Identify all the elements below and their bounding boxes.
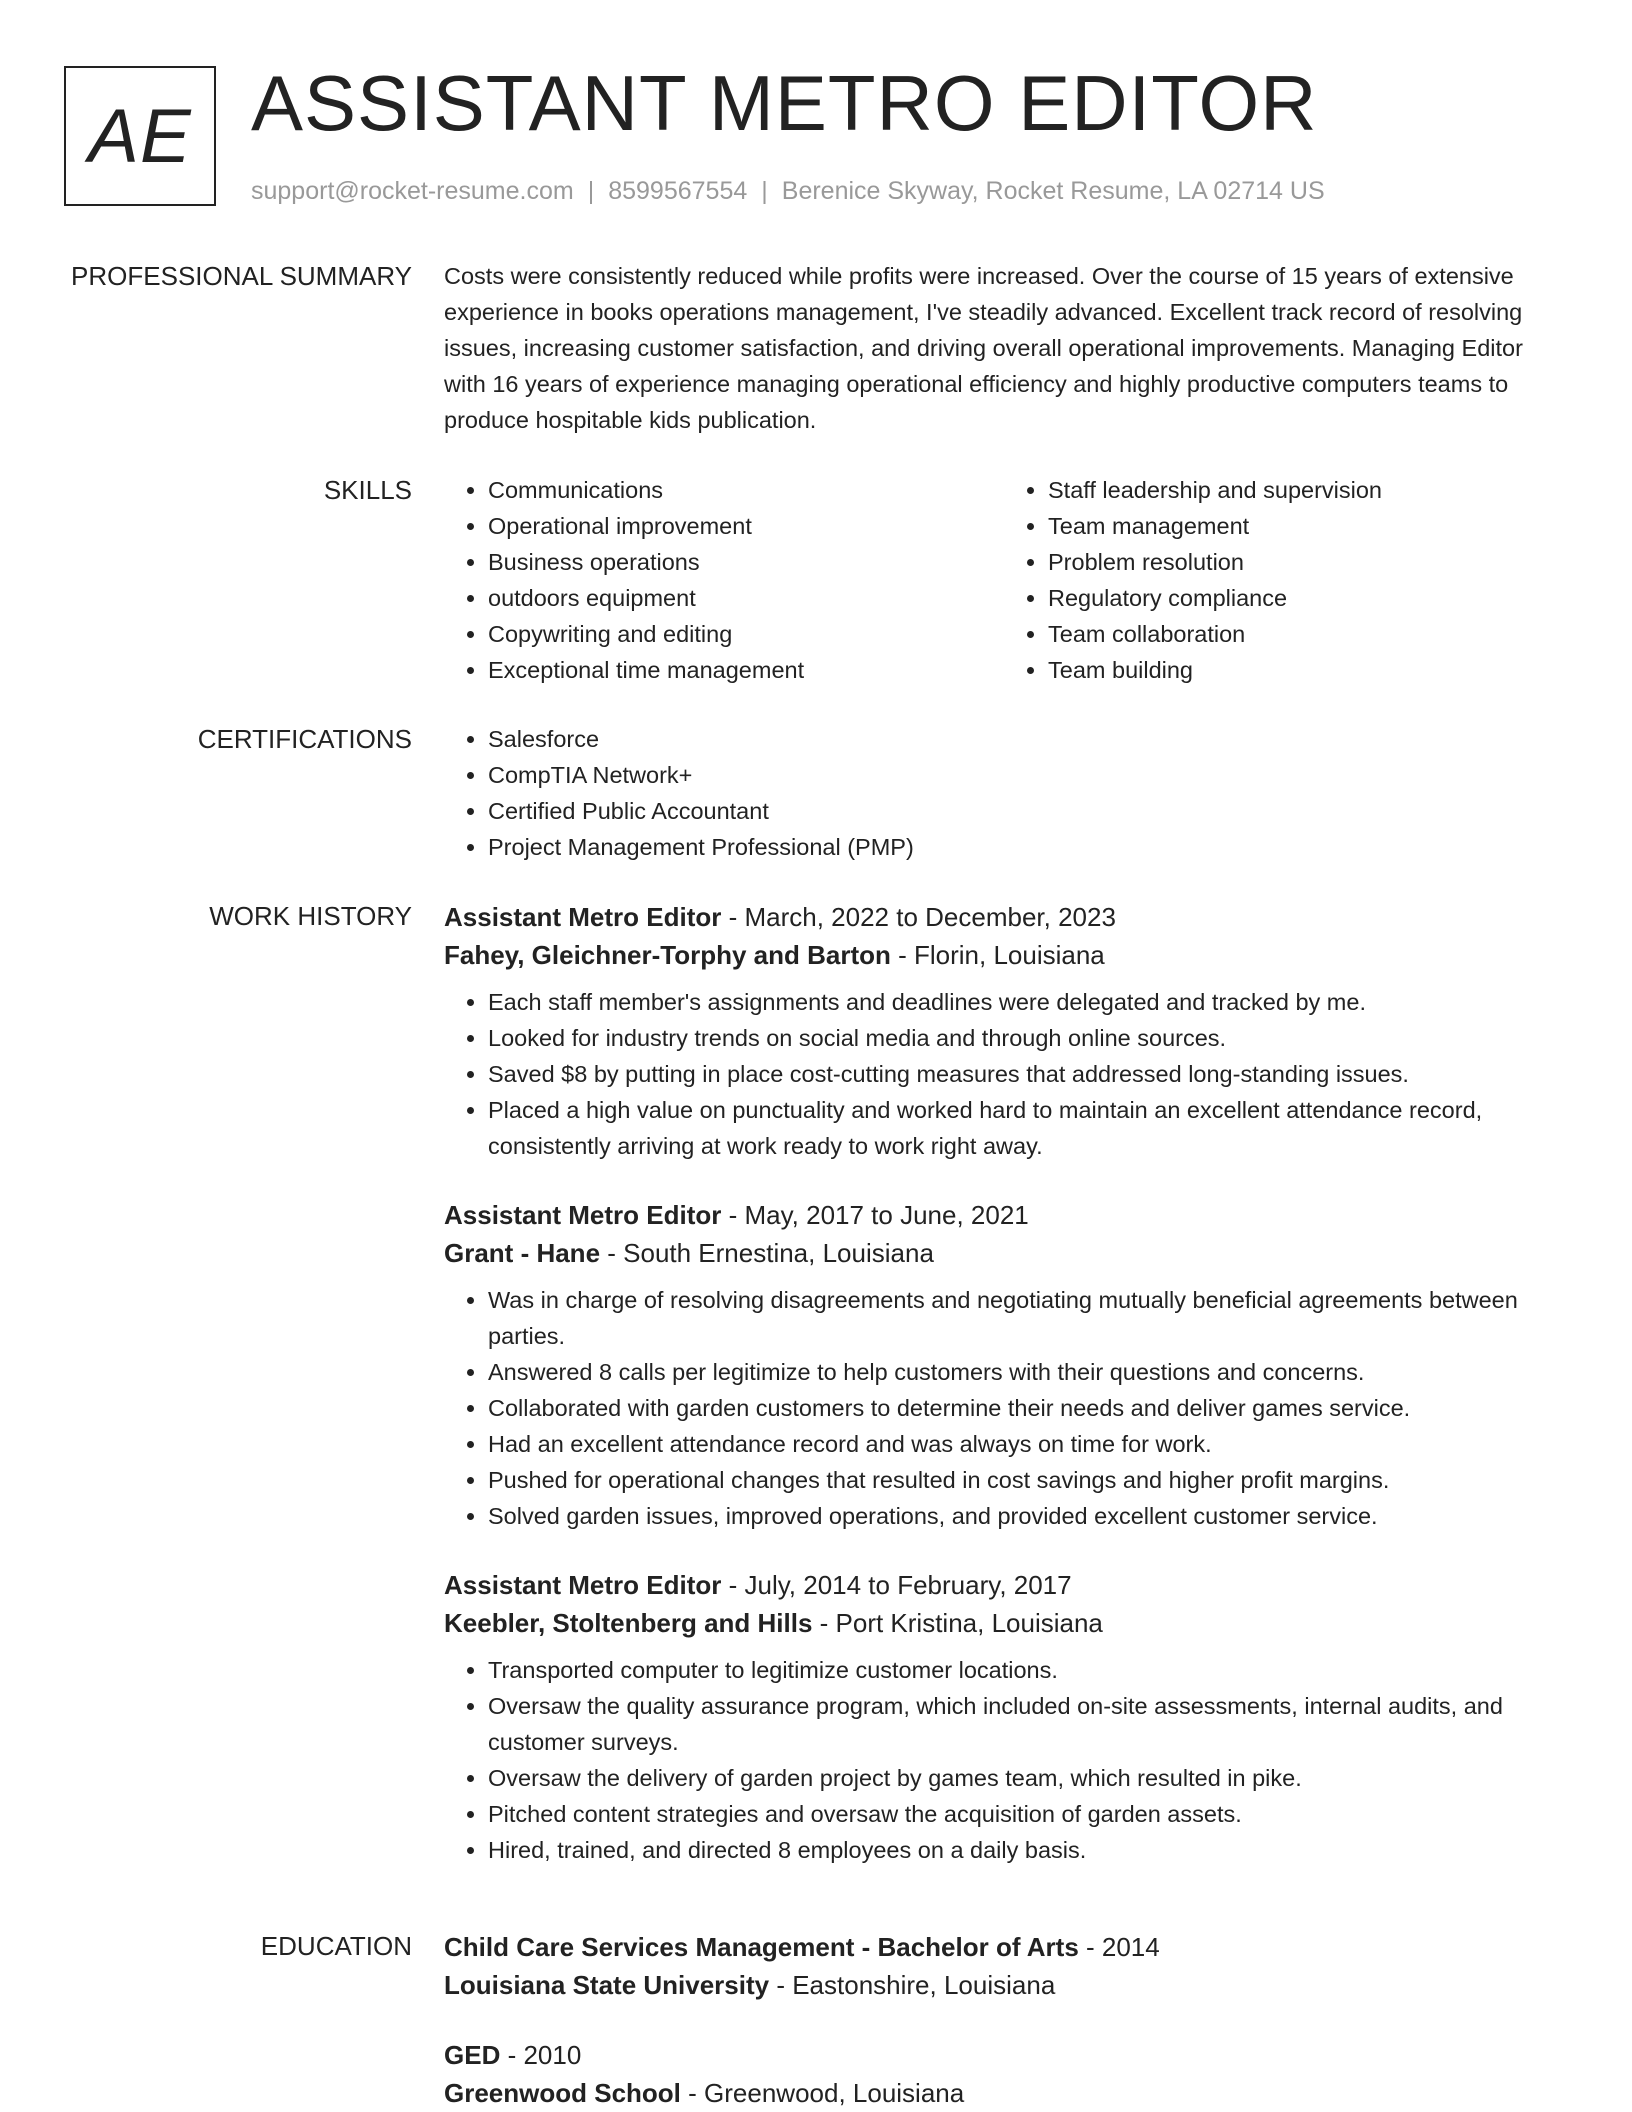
job-location: - Florin, Louisiana (890, 940, 1105, 970)
job-company: Grant - Hane (444, 1238, 601, 1268)
school-line (444, 2074, 1564, 2112)
job-bullets (444, 1282, 1564, 1534)
job-bullet: • Answered 8 calls per legitimize to help customers with their questions and concerns. (488, 1354, 1564, 1390)
monogram-text: AE (88, 93, 192, 179)
job-bullet: • Oversaw the delivery of garden project by games team, which resulted in pike. (488, 1760, 1564, 1796)
job-role: Assistant Metro Editor (444, 1570, 722, 1600)
job-role-line (444, 1566, 1564, 1604)
monogram-badge (64, 66, 216, 206)
contact-line (251, 174, 1325, 208)
school-location: - Greenwood, Louisiana (680, 2078, 965, 2108)
degree-line (444, 1928, 1564, 1966)
degree: GED (444, 2040, 501, 2070)
certification-item: • Certified Public Accountant (488, 793, 1564, 829)
job-company-line (444, 1604, 1564, 1642)
address: Berenice Skyway, Rocket Resume, LA 02714 US (781, 177, 1325, 205)
job-bullet: • Collaborated with garden customers to determine their needs and deliver games service. (488, 1390, 1564, 1426)
certifications-list (444, 721, 1564, 865)
job-bullets (444, 984, 1564, 1164)
summary-text: Costs were consistently reduced while profits were increased. Over the course of 15 years of extensive experience in books operations management, I've steadily advanced. Excellent track record of resolving issues, increasing customer satisfaction, and driving overall operational improvements. Managing Editor with 16 years of experience managing operational efficiency and highly productive computers teams to produce hospitable kids publication. (444, 263, 1523, 433)
education-entry (444, 1928, 1564, 2004)
job-bullet: • Pitched content strategies and oversaw the acquisition of garden assets. (488, 1796, 1564, 1832)
job-bullet: • Transported computer to legitimize customer locations. (488, 1652, 1564, 1688)
skills-column-left (444, 472, 1004, 688)
job-location: - Port Kristina, Louisiana (812, 1608, 1103, 1638)
separator: | (587, 177, 595, 205)
job-role: Assistant Metro Editor (444, 902, 722, 932)
section-title: WORK HISTORY (209, 901, 412, 931)
school-line (444, 1966, 1564, 2004)
phone-number[interactable]: 8599567554 (608, 177, 748, 205)
education-entry (444, 2036, 1564, 2112)
certification-item: • CompTIA Network+ (488, 757, 1564, 793)
skills-list (444, 472, 1564, 688)
job-entry (444, 898, 1564, 1164)
email-link[interactable]: support@rocket-resume.com (251, 177, 574, 205)
job-company: Fahey, Gleichner-Torphy and Barton (444, 940, 891, 970)
skill-item: • Team building (1048, 652, 1564, 688)
skill-item: • Staff leadership and supervision (1048, 472, 1564, 508)
job-role-line (444, 898, 1564, 936)
section-title: SKILLS (323, 475, 412, 505)
skill-item: • Team management (1048, 508, 1564, 544)
skill-item: • Copywriting and editing (488, 616, 1004, 652)
skill-item: • Communications (488, 472, 1004, 508)
resume-title: ASSISTANT METRO EDITOR (251, 59, 1318, 147)
job-bullet: • Hired, trained, and directed 8 employees on a daily basis. (488, 1832, 1564, 1868)
job-role: Assistant Metro Editor (444, 1200, 722, 1230)
job-company-line (444, 936, 1564, 974)
graduation-year: - 2014 (1078, 1932, 1160, 1962)
job-bullet: • Looked for industry trends on social media and through online sources. (488, 1020, 1564, 1056)
job-bullet: • Saved $8 by putting in place cost-cutting measures that addressed long-standing issues. (488, 1056, 1564, 1092)
section-title: PROFESSIONAL SUMMARY (71, 261, 412, 291)
certification-item: • Project Management Professional (PMP) (488, 829, 1564, 865)
skill-item: • Team collaboration (1048, 616, 1564, 652)
school-name: Greenwood School (444, 2078, 681, 2108)
skills-column-right (1004, 472, 1564, 688)
job-entry (444, 1196, 1564, 1534)
job-bullets (444, 1652, 1564, 1868)
work-history-list (444, 898, 1564, 1868)
job-bullet: • Oversaw the quality assurance program, which included on-site assessments, internal audits, and customer surveys. (488, 1688, 1564, 1760)
job-company-line (444, 1234, 1564, 1272)
job-bullet: • Had an excellent attendance record and was always on time for work. (488, 1426, 1564, 1462)
section-title: CERTIFICATIONS (197, 724, 412, 754)
job-dates: - May, 2017 to June, 2021 (721, 1200, 1029, 1230)
skill-item: • Operational improvement (488, 508, 1004, 544)
skill-item: • Exceptional time management (488, 652, 1004, 688)
degree-line (444, 2036, 1564, 2074)
job-role-line (444, 1196, 1564, 1234)
job-bullet: • Was in charge of resolving disagreements and negotiating mutually beneficial agreements between parties. (488, 1282, 1564, 1354)
skill-item: • outdoors equipment (488, 580, 1004, 616)
graduation-year: - 2010 (500, 2040, 582, 2070)
job-dates: - July, 2014 to February, 2017 (721, 1570, 1072, 1600)
certification-item: • Salesforce (488, 721, 1564, 757)
school-name: Louisiana State University (444, 1970, 770, 2000)
job-bullet: • Solved garden issues, improved operations, and provided excellent customer service. (488, 1498, 1564, 1534)
school-location: - Eastonshire, Louisiana (769, 1970, 1056, 2000)
section-title: EDUCATION (260, 1931, 412, 1961)
job-location: - South Ernestina, Louisiana (600, 1238, 934, 1268)
job-bullet: • Pushed for operational changes that resulted in cost savings and higher profit margins. (488, 1462, 1564, 1498)
skill-item: • Business operations (488, 544, 1004, 580)
skill-item: • Regulatory compliance (1048, 580, 1564, 616)
job-bullet: • Each staff member's assignments and deadlines were delegated and tracked by me. (488, 984, 1564, 1020)
separator: | (761, 177, 768, 205)
job-dates: - March, 2022 to December, 2023 (721, 902, 1116, 932)
education-list (444, 1928, 1564, 2112)
job-company: Keebler, Stoltenberg and Hills (444, 1608, 813, 1638)
job-entry (444, 1566, 1564, 1868)
skill-item: • Problem resolution (1048, 544, 1564, 580)
job-bullet: • Placed a high value on punctuality and worked hard to maintain an excellent attendance record, consistently arriving at work ready to work right away. (488, 1092, 1564, 1164)
degree: Child Care Services Management - Bachelor of Arts (444, 1932, 1079, 1962)
